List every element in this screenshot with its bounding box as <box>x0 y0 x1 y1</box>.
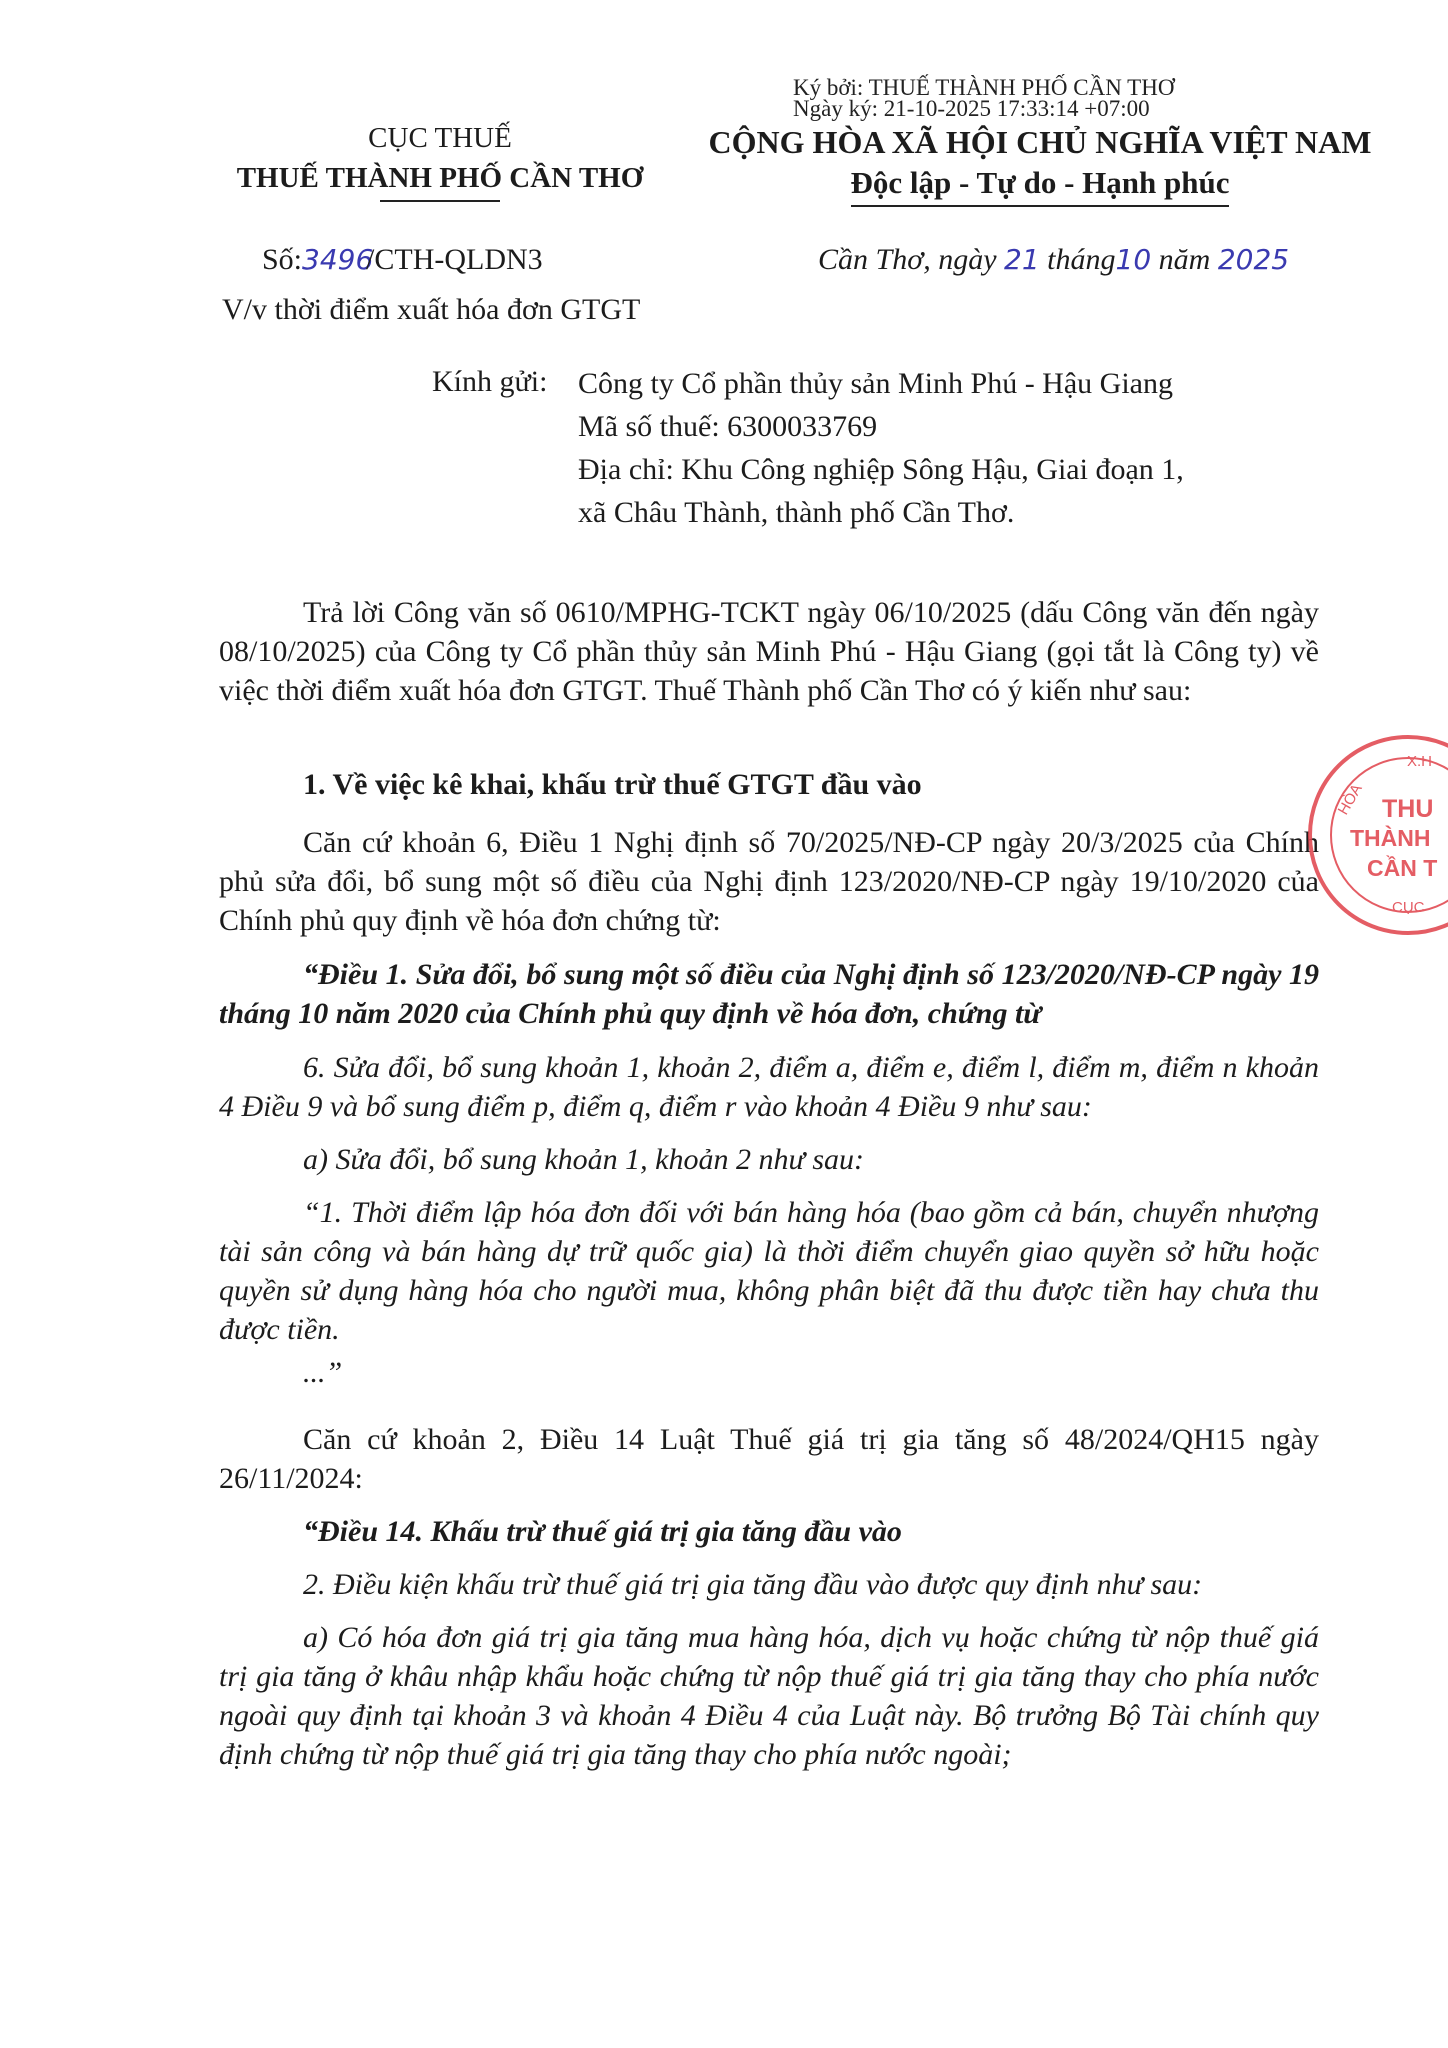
national-header <box>690 122 1390 207</box>
nation-title: CỘNG HÒA XÃ HỘI CHỦ NGHĨA VIỆT NAM <box>708 124 1372 160</box>
quote1-point6: 6. Sửa đổi, bổ sung khoản 1, khoản 2, điểm a, điểm e, điểm l, điểm m, điểm n khoản 4 Điều 9 và bổ sung điểm p, điểm q, điểm r vào khoản 4 Điều 9 như sau: <box>219 1051 1319 1123</box>
so-number-handwritten: 3496 <box>302 243 374 276</box>
seal-arc-bottom: CỤC <box>1392 899 1425 916</box>
seal-line3: CẦN T <box>1367 855 1438 881</box>
quote1-point-a: a) Sửa đổi, bổ sung khoản 1, khoản 2 như sau: <box>303 1143 865 1176</box>
so-label: Số: <box>262 243 303 276</box>
agency-underline <box>380 200 500 202</box>
intro-paragraph: Trả lời Công văn số 0610/MPHG-TCKT ngày 06/10/2025 (dấu Công văn đến ngày 08/10/2025) của Công ty Cổ phần thủy sản Minh Phú - Hậu Giang (gọi tắt là Công ty) về việc thời điểm xuất hóa đơn GTGT. Thuế Thành phố Cần Thơ có ý kiến như sau: <box>219 596 1319 707</box>
recipient-label: Kính gửi: <box>432 365 548 398</box>
so-suffix: /CTH-QLDN3 <box>366 243 543 276</box>
basis2-paragraph: Căn cứ khoản 2, Điều 14 Luật Thuế giá trị gia tăng số 48/2024/QH15 ngày 26/11/2024: <box>219 1423 1319 1495</box>
quote1-ellipsis: ...” <box>303 1356 343 1389</box>
document-date <box>818 240 1289 279</box>
signed-by: Ký bởi: THUẾ THÀNH PHỐ CẦN THƠ <box>793 75 1175 100</box>
recipient-tax-code: Mã số thuế: 6300033769 <box>578 410 878 443</box>
motto: Độc lập - Tự do - Hạnh phúc <box>851 163 1230 207</box>
seal-line2: THÀNH <box>1350 825 1431 851</box>
seal-line1: THU <box>1382 795 1434 823</box>
quote2-point-a: a) Có hóa đơn giá trị gia tăng mua hàng hóa, dịch vụ hoặc chứng từ nộp thuế giá trị gia tăng ở khâu nhập khẩu hoặc chứng từ nộp thuế giá trị gia tăng thay cho phía nước ngoài quy định tại khoản 3 và khoản 4 Điều 4 của Luật này. Bộ trưởng Bộ Tài chính quy định chứng từ nộp thuế giá trị gia tăng thay cho phía nước ngoài; <box>219 1621 1319 1771</box>
seal-arc-left: HÒA <box>1334 781 1366 818</box>
recipient-block <box>578 362 1184 534</box>
date-month: 10 <box>1115 243 1152 276</box>
section1-heading: 1. Về việc kê khai, khấu trừ thuế GTGT đầu vào <box>303 768 922 801</box>
date-place: Cần Thơ, ngày <box>818 243 997 276</box>
quote1-heading: “Điều 1. Sửa đổi, bổ sung một số điều của Nghị định số 123/2020/NĐ-CP ngày 19 tháng 10 năm 2020 của Chính phủ quy định về hóa đơn, chứng từ <box>219 958 1319 1030</box>
signed-date: Ngày ký: 21-10-2025 17:33:14 +07:00 <box>793 96 1150 121</box>
quote2-point2: 2. Điều kiện khấu trừ thuế giá trị gia tăng đầu vào được quy định như sau: <box>303 1568 1203 1601</box>
subject: V/v thời điểm xuất hóa đơn GTGT <box>222 293 641 326</box>
agency-line1: CỤC THUẾ <box>368 122 512 154</box>
date-year-label: năm <box>1158 243 1211 276</box>
issuing-agency <box>180 118 700 202</box>
date-month-label: tháng <box>1047 243 1116 276</box>
quote2-heading: “Điều 14. Khấu trừ thuế giá trị gia tăng đầu vào <box>303 1515 902 1548</box>
red-seal-stamp <box>1308 735 1448 935</box>
quote1-clause1: “1. Thời điểm lập hóa đơn đối với bán hàng hóa (bao gồm cả bán, chuyển nhượng tài sản công và bán hàng dự trữ quốc gia) là thời điểm chuyển giao quyền sở hữu hoặc quyền sử dụng hàng hóa cho người mua, không phân biệt đã thu được tiền hay chưa thu được tiền. <box>219 1196 1319 1346</box>
document-number <box>262 240 543 279</box>
seal-arc-top: X.H <box>1407 753 1433 770</box>
recipient-address-line1: Địa chỉ: Khu Công nghiệp Sông Hậu, Giai đoạn 1, <box>578 453 1184 486</box>
recipient-company: Công ty Cổ phần thủy sản Minh Phú - Hậu Giang <box>578 367 1173 400</box>
basis1-paragraph: Căn cứ khoản 6, Điều 1 Nghị định số 70/2025/NĐ-CP ngày 20/3/2025 của Chính phủ sửa đổi, bổ sung một số điều của Nghị định 123/2020/NĐ-CP ngày 19/10/2020 của Chính phủ quy định về hóa đơn chứng từ: <box>219 826 1319 937</box>
date-day: 21 <box>1004 243 1040 276</box>
agency-line2: THUẾ THÀNH PHỐ CẦN THƠ <box>236 162 644 194</box>
recipient-address-line2: xã Châu Thành, thành phố Cần Thơ. <box>578 496 1015 529</box>
digital-signature <box>793 77 1174 119</box>
date-year: 2025 <box>1217 243 1290 276</box>
